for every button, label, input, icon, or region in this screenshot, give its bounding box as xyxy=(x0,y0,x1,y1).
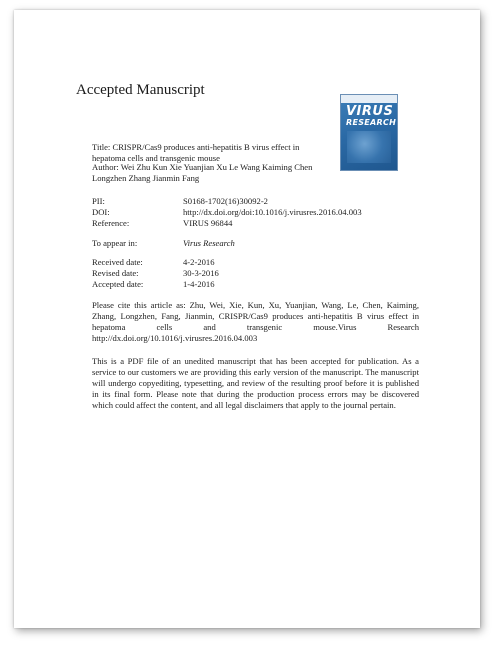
article-authors: Author: Wei Zhu Kun Xie Yuanjian Xu Le Wang Kaiming Chen Longzhen Zhang Jianmin Fang xyxy=(92,162,313,183)
journal-logo xyxy=(346,105,396,127)
journal-cover-image xyxy=(340,94,398,171)
cover-top-strip xyxy=(341,95,397,103)
reference-value: VIRUS 96844 xyxy=(183,218,233,228)
pii-value: S0168-1702(16)30092-2 xyxy=(183,196,268,206)
page-heading: Accepted Manuscript xyxy=(76,82,205,98)
received-label: Received date: xyxy=(92,257,143,267)
revised-label: Revised date: xyxy=(92,268,139,278)
pii-label: PII: xyxy=(92,196,105,206)
disclaimer-paragraph: This is a PDF file of an unedited manuscript that has been accepted for publication. As a service to our customers we are providing this early version of the manuscript. The manuscript will undergo copyediting, typesetting, and review of the resulting proof before it is published in its final form. Please note that during the production process errors may be discovered which could affect the content, and all legal disclaimers that apply to the journal pertain. xyxy=(92,356,419,410)
doi-label: DOI: xyxy=(92,207,110,217)
received-value: 4-2-2016 xyxy=(183,257,215,267)
journal-name: Virus Research xyxy=(183,238,235,248)
revised-value: 30-3-2016 xyxy=(183,268,219,278)
cover-graphic xyxy=(347,131,391,163)
accepted-value: 1-4-2016 xyxy=(183,279,215,289)
citation-paragraph: Please cite this article as: Zhu, Wei, Xie, Kun, Xu, Yuanjian, Wang, Le, Chen, Kaiming, Zhang, Longzhen, Fang, Jianmin, CRISPR/Cas9 produces anti-hepatitis B virus effect in hepatoma cells and transgenic mouse.Virus Research http://dx.doi.org/10.1016/j.virusres.2016.04.003 xyxy=(92,300,419,343)
appear-label: To appear in: xyxy=(92,238,138,248)
manuscript-page xyxy=(14,10,480,628)
reference-label: Reference: xyxy=(92,218,130,228)
article-title: Title: CRISPR/Cas9 produces anti-hepatitis B virus effect in hepatoma cells and transgenic mouse xyxy=(92,142,300,163)
accepted-label: Accepted date: xyxy=(92,279,144,289)
doi-link[interactable]: http://dx.doi.org/doi:10.1016/j.virusres.2016.04.003 xyxy=(183,207,362,217)
journal-logo-line2: RESEARCH xyxy=(346,118,397,127)
journal-logo-line1: VIRUS xyxy=(346,104,394,119)
